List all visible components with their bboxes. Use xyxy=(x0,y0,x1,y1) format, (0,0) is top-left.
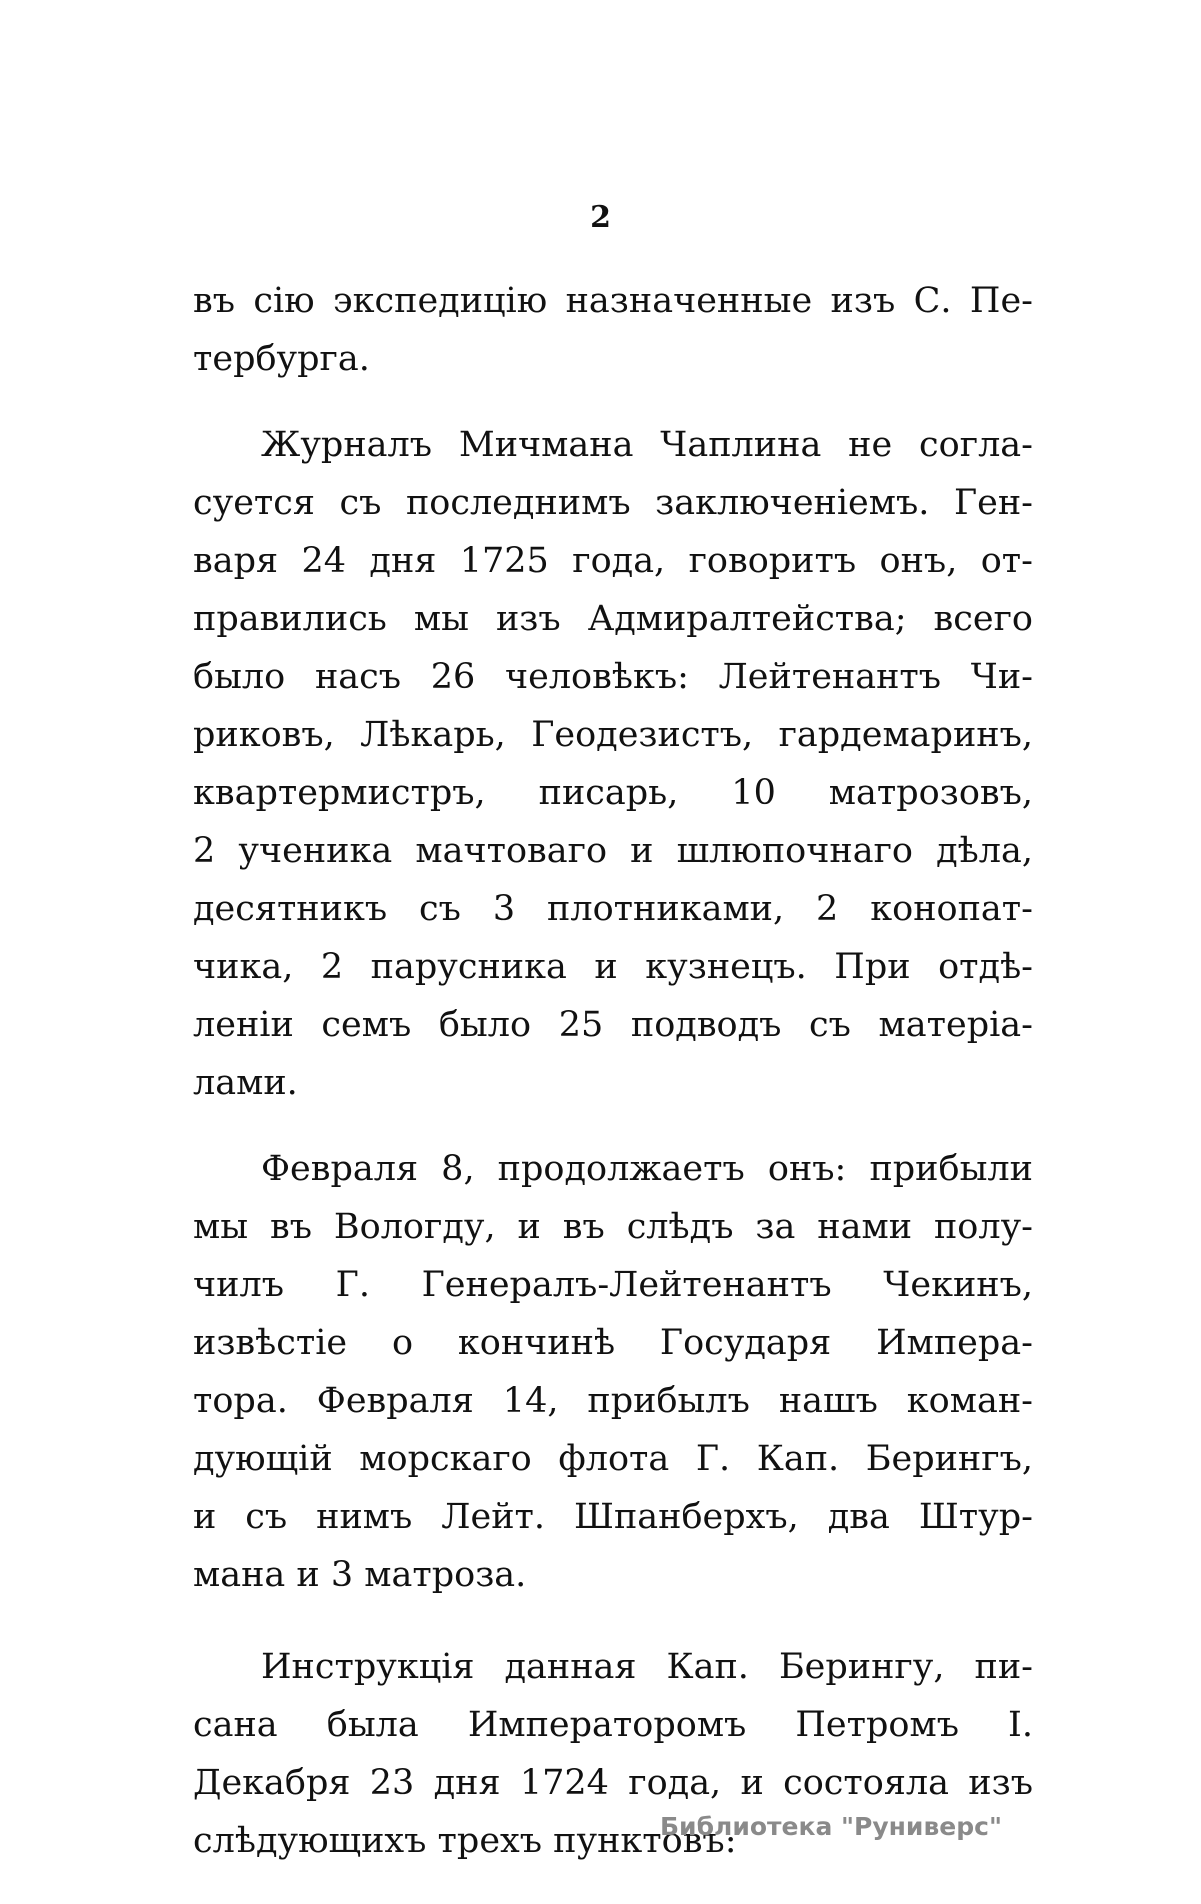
text-line: тербурга. xyxy=(193,339,370,379)
paragraph-1 xyxy=(193,272,1033,388)
text-line: и съ нимъ Лейт. Шпанберхъ, два Штур- xyxy=(193,1497,1033,1537)
text-line: мы въ Вологду, и въ слѣдъ за нами полу- xyxy=(193,1207,1033,1247)
text-line: 2 ученика мачтоваго и шлюпочнаго дѣла, xyxy=(193,831,1033,871)
text-line: Декабря 23 дня 1724 года, и состояла изъ xyxy=(193,1763,1033,1803)
text-line: мана и 3 матроза. xyxy=(193,1555,527,1595)
text-line: тора. Февраля 14, прибылъ нашъ коман- xyxy=(193,1381,1033,1421)
text-line: суется съ последнимъ заключеніемъ. Ген- xyxy=(193,483,1033,523)
page-number: 2 xyxy=(590,200,611,235)
paragraph-2 xyxy=(193,416,1033,1112)
paragraph-3 xyxy=(193,1140,1033,1604)
text-line: слѣдующихъ трехъ пунктовъ: xyxy=(193,1821,737,1861)
library-watermark: Библиотека "Руниверс" xyxy=(660,1812,1002,1841)
text-line: чика, 2 парусника и кузнецъ. При отдѣ- xyxy=(193,947,1033,987)
text-line: сана была Императоромъ Петромъ I. xyxy=(193,1705,1033,1745)
text-line: чилъ Г. Генералъ-Лейтенантъ Чекинъ, xyxy=(193,1265,1033,1305)
text-line: леніи семъ было 25 подводъ съ матеріа- xyxy=(193,1005,1033,1045)
text-line: извѣстіе о кончинѣ Государя Импера- xyxy=(193,1323,1033,1363)
text-line: правились мы изъ Адмиралтейства; всего xyxy=(193,599,1033,639)
text-line: варя 24 дня 1725 года, говоритъ онъ, от- xyxy=(193,541,1033,581)
text-line: квартермистръ, писарь, 10 матрозовъ, xyxy=(193,773,1033,813)
text-line: лами. xyxy=(193,1063,298,1103)
text-line: было насъ 26 человѣкъ: Лейтенантъ Чи- xyxy=(193,657,1033,697)
text-line: Журналъ Мичмана Чаплина не согла- xyxy=(261,425,1033,465)
text-line: десятникъ съ 3 плотниками, 2 конопат- xyxy=(193,889,1033,929)
text-line: дующій морскаго флота Г. Кап. Берингъ, xyxy=(193,1439,1033,1479)
text-line: риковъ, Лѣкарь, Геодезистъ, гардемаринъ, xyxy=(193,715,1033,755)
text-block xyxy=(193,272,1033,1898)
text-line: въ сію экспедицію назначенные изъ С. Пе- xyxy=(193,281,1033,321)
text-line: Инструкція данная Кап. Берингу, пи- xyxy=(261,1647,1033,1687)
text-line: Февраля 8, продолжаетъ онъ: прибыли xyxy=(261,1149,1033,1189)
